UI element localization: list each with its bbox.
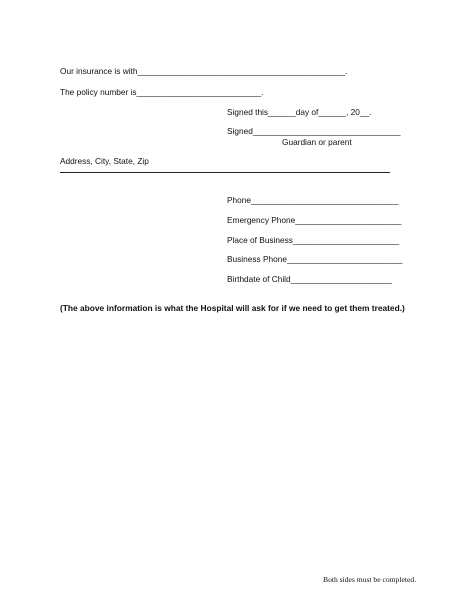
address-field[interactable]: [60, 172, 390, 173]
emergency-phone-field[interactable]: Emergency Phone_______________________: [227, 215, 402, 225]
place-of-business-field[interactable]: Place of Business_______________________: [227, 235, 400, 245]
hospital-note: (The above information is what the Hospital will ask for if we need to get them treated.): [60, 303, 405, 313]
birthdate-field[interactable]: Birthdate of Child______________________: [227, 274, 393, 284]
address-label: Address, City, State, Zip: [60, 156, 149, 166]
signature-field[interactable]: Signed________________________________: [227, 126, 401, 136]
guardian-caption: Guardian or parent: [282, 137, 352, 147]
signed-date-field[interactable]: Signed this______day of______, 20__.: [227, 107, 372, 117]
policy-number-field[interactable]: The policy number is___________________________.: [60, 87, 264, 97]
phone-field[interactable]: Phone________________________________: [227, 195, 399, 205]
footer-note: Both sides must be completed.: [323, 575, 417, 584]
business-phone-field[interactable]: Business Phone_________________________: [227, 254, 403, 264]
insurance-field[interactable]: Our insurance is with_____________________________________________.: [60, 66, 348, 76]
